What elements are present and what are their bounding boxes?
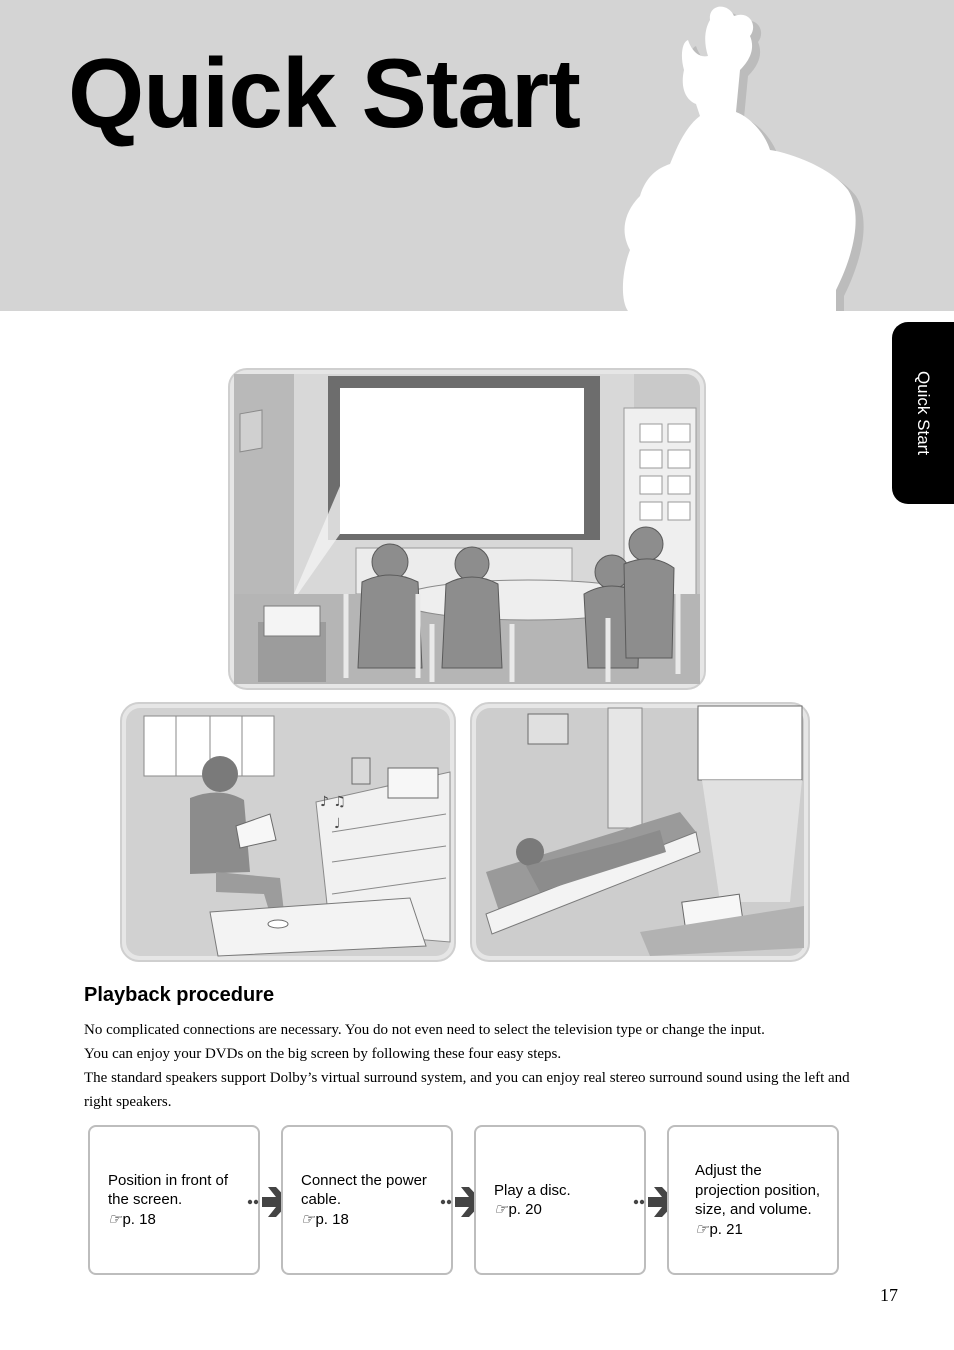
page-number: 17 [880,1285,898,1305]
reading-woman-silhouette-icon [600,0,880,311]
step-reference-link[interactable] [494,1200,571,1220]
step-text-line: Adjust the [695,1162,762,1179]
step-text-line: Play a disc. [494,1181,571,1199]
section-heading: Playback procedure [84,984,275,1006]
illustration-living-room [470,702,810,962]
step-box-3 [474,1125,646,1275]
page-title: Quick Start [68,38,580,148]
step-reference-link[interactable] [301,1210,427,1230]
step-reference-page: p. 18 [315,1210,349,1228]
step-text-line: size, and volume. [695,1201,812,1218]
step-reference-page: p. 18 [122,1210,156,1228]
intro-text [84,1018,874,1114]
step-reference-link[interactable] [108,1210,228,1230]
step-box-4 [667,1125,839,1275]
intro-paragraph: No complicated connections are necessary. You do not even need to select the television type or change the input. [84,1022,765,1038]
svg-text:♪ ♫: ♪ ♫ [320,794,346,810]
svg-text:♩: ♩ [334,816,341,832]
header-banner [0,0,954,311]
pointing-hand-icon: ☞ [108,1210,122,1228]
side-tab [892,322,954,504]
step-text-line: projection position, [695,1181,821,1199]
illustration-dining-room [228,368,706,690]
step-text-line: Position in front of [108,1171,229,1189]
pointing-hand-icon: ☞ [494,1201,508,1218]
step-box-2 [281,1125,453,1275]
pointing-hand-icon: ☞ [695,1220,709,1238]
pointing-hand-icon: ☞ [301,1210,315,1228]
side-tab-label: Quick Start [914,370,933,456]
step-text-line: the screen. [108,1191,183,1209]
illustration-reading-room [120,702,456,962]
step-text-line: cable. [301,1191,342,1209]
step-reference-page: p. 20 [508,1201,542,1218]
step-text-line: Connect the power [301,1171,427,1189]
step-reference-link[interactable] [695,1220,820,1240]
intro-paragraph: You can enjoy your DVDs on the big screen by following these four easy steps. [84,1046,562,1062]
step-box-1 [88,1125,260,1275]
step-reference-page: p. 21 [709,1220,743,1238]
intro-paragraph: The standard speakers support Dolby’s virtual surround system, and you can enjoy real stereo surround sound using the left and right speakers. [84,1070,850,1110]
